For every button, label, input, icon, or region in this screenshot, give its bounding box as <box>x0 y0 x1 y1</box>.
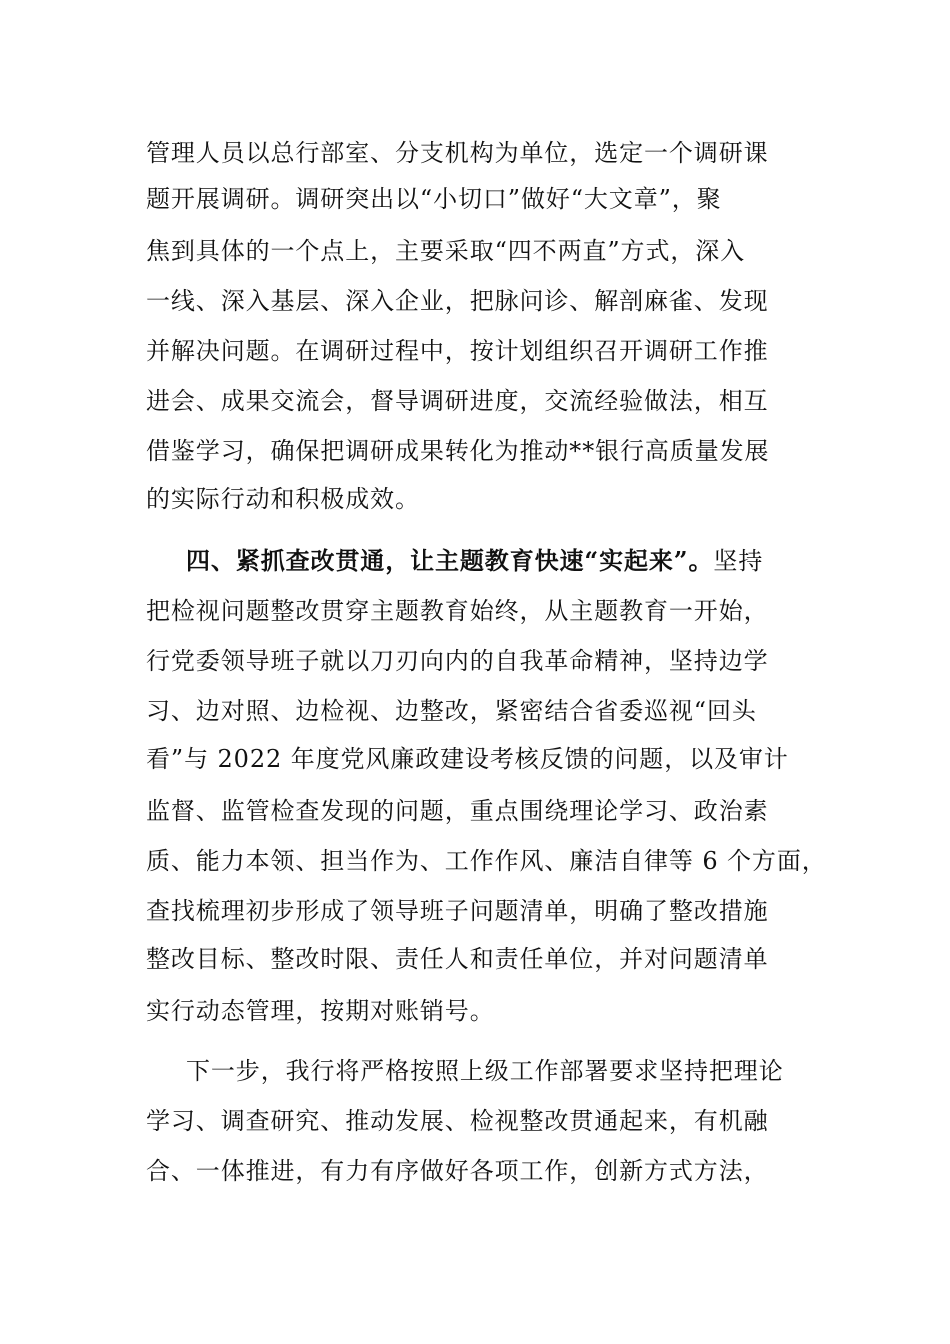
paragraph-line: 合、一体推进，有力有序做好各项工作，创新方式方法， <box>146 1157 769 1185</box>
paragraph-line: 焦到具体的一个点上，主要采取“四不两直”方式，深入 <box>146 237 746 265</box>
paragraph-line: 看”与 2022 年度党风廉政建设考核反馈的问题，以及审计 <box>146 745 789 773</box>
paragraph-line: 一线、深入基层、深入企业，把脉问诊、解剖麻雀、发现 <box>146 287 769 315</box>
paragraph-line: 监督、监管检查发现的问题，重点围绕理论学习、政治素 <box>146 797 769 825</box>
paragraph-line: 质、能力本领、担当作为、工作作风、廉洁自律等 6 个方面， <box>146 847 827 875</box>
paragraph-line: 题开展调研。调研突出以“小切口”做好“大文章”，聚 <box>146 185 722 213</box>
paragraph-line: 管理人员以总行部室、分支机构为单位，选定一个调研课 <box>146 139 769 167</box>
paragraph-line: 整改目标、整改时限、责任人和责任单位，并对问题清单 <box>146 945 769 973</box>
paragraph-line: 把检视问题整改贯穿主题教育始终，从主题教育一开始， <box>146 597 769 625</box>
paragraph-line: 的实际行动和积极成效。 <box>146 485 420 513</box>
paragraph-line: 查找梳理初步形成了领导班子问题清单，明确了整改措施 <box>146 897 769 925</box>
paragraph-line: 行党委领导班子就以刀刃向内的自我革命精神，坚持边学 <box>146 647 769 675</box>
paragraph-first-line: 下一步，我行将严格按照上级工作部署要求坚持把理论 <box>186 1057 784 1085</box>
paragraph-line: 习、边对照、边检视、边整改，紧密结合省委巡视“回头 <box>146 697 757 725</box>
paragraph-line: 实行动态管理，按期对账销号。 <box>146 997 495 1025</box>
paragraph-line: 并解决问题。在调研过程中，按计划组织召开调研工作推 <box>146 337 769 365</box>
paragraph-line: 借鉴学习，确保把调研成果转化为推动**银行高质量发展 <box>146 437 770 465</box>
section-heading: 四、紧抓查改贯通，让主题教育快速“实起来”。 <box>186 546 714 575</box>
paragraph-line: 进会、成果交流会，督导调研进度，交流经验做法，相互 <box>146 387 769 415</box>
paragraph-text: 坚持 <box>713 547 764 575</box>
paragraph-first-line <box>186 546 836 576</box>
paragraph-line: 学习、调查研究、推动发展、检视整改贯通起来，有机融 <box>146 1107 769 1135</box>
